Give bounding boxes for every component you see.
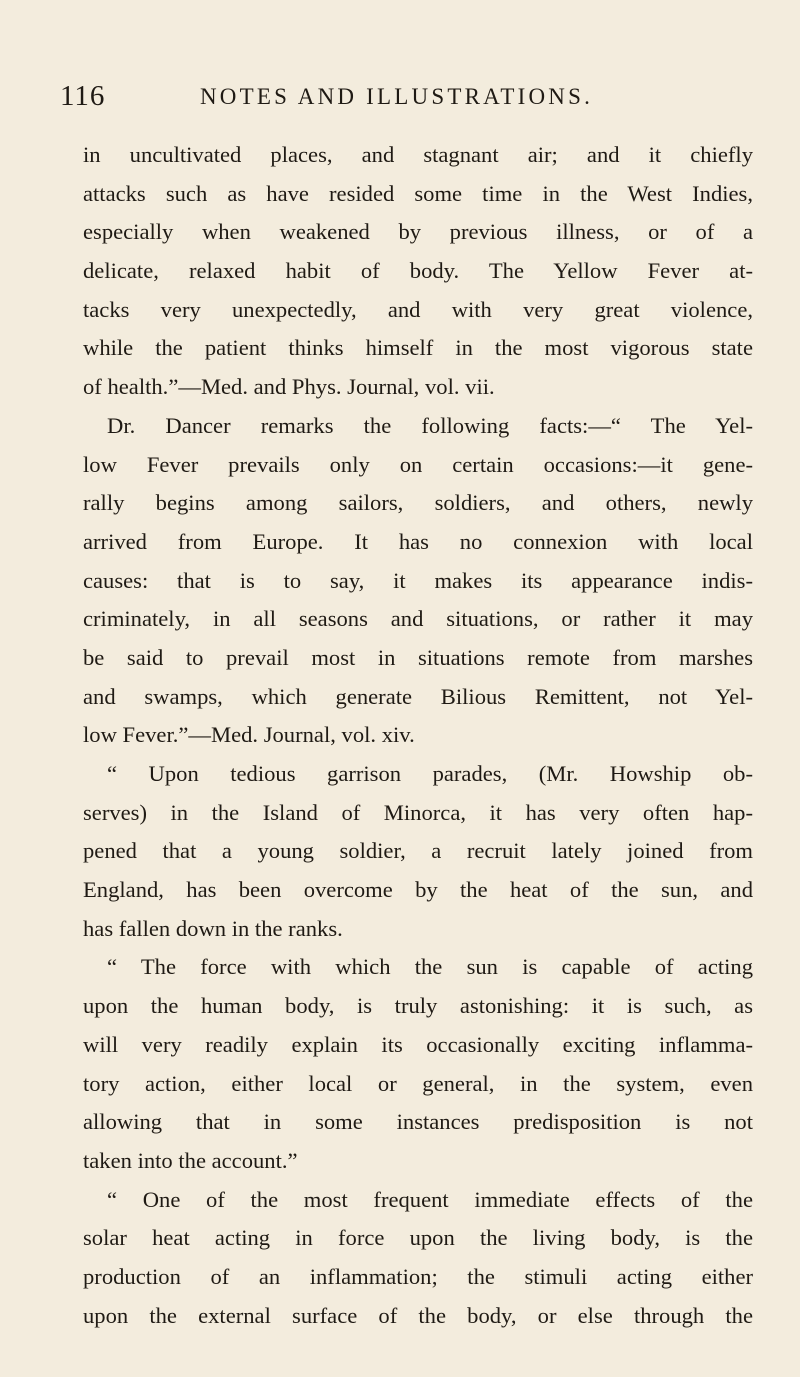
text-line: pened that a young soldier, a recruit lately joined from [83, 838, 753, 864]
text-line: especially when weakened by previous illness, or of a [83, 219, 753, 245]
running-head: NOTES AND ILLUSTRATIONS. [200, 84, 594, 109]
text-line: taken into the account.” [83, 1147, 298, 1173]
text-line: while the patient thinks himself in the most vigorous state [83, 335, 753, 361]
text-line: arrived from Europe. It has no connexion with local [83, 528, 753, 554]
text-line: tacks very unexpectedly, and with very great violence, [83, 296, 753, 322]
text-line: England, has been overcome by the heat of the sun, and [83, 877, 753, 903]
text-line: causes: that is to say, it makes its appearance indis- [83, 567, 753, 593]
text-line: low Fever prevails only on certain occasions:—it gene- [83, 451, 753, 477]
text-line: in uncultivated places, and stagnant air; and it chiefly [83, 142, 753, 167]
page-header [60, 80, 740, 120]
body-text [83, 136, 753, 1335]
text-line: “ The force with which the sun is capable of acting [107, 954, 753, 980]
text-line: will very readily explain its occasionally exciting inflamma- [83, 1031, 753, 1057]
text-line: solar heat acting in force upon the living body, is the [83, 1225, 753, 1251]
text-line: rally begins among sailors, soldiers, and others, newly [83, 490, 753, 516]
text-line: Dr. Dancer remarks the following facts:—“ The Yel- [107, 412, 753, 438]
text-line: upon the human body, is truly astonishing: it is such, as [83, 993, 753, 1019]
text-line: serves) in the Island of Minorca, it has very often hap- [83, 799, 753, 825]
text-line: production of an inflammation; the stimuli acting either [83, 1263, 753, 1289]
text-line: allowing that in some instances predisposition is not [83, 1109, 753, 1135]
text-line: attacks such as have resided some time in the West Indies, [83, 180, 753, 206]
text-line: delicate, relaxed habit of body. The Yellow Fever at- [83, 258, 753, 284]
text-line: be said to prevail most in situations remote from marshes [83, 644, 753, 670]
text-line: and swamps, which generate Bilious Remittent, not Yel- [83, 683, 753, 709]
text-line: upon the external surface of the body, or else through the [83, 1302, 753, 1328]
page-number: 116 [60, 80, 106, 112]
text-line: criminately, in all seasons and situations, or rather it may [83, 606, 753, 632]
text-line: low Fever.”—Med. Journal, vol. xiv. [83, 722, 415, 748]
text-line: has fallen down in the ranks. [83, 915, 343, 941]
text-line: “ Upon tedious garrison parades, (Mr. Howship ob- [107, 761, 753, 786]
text-line: of health.”—Med. and Phys. Journal, vol. vii. [83, 374, 495, 400]
text-line: tory action, either local or general, in the system, even [83, 1070, 753, 1096]
text-line: “ One of the most frequent immediate effects of the [107, 1186, 753, 1212]
